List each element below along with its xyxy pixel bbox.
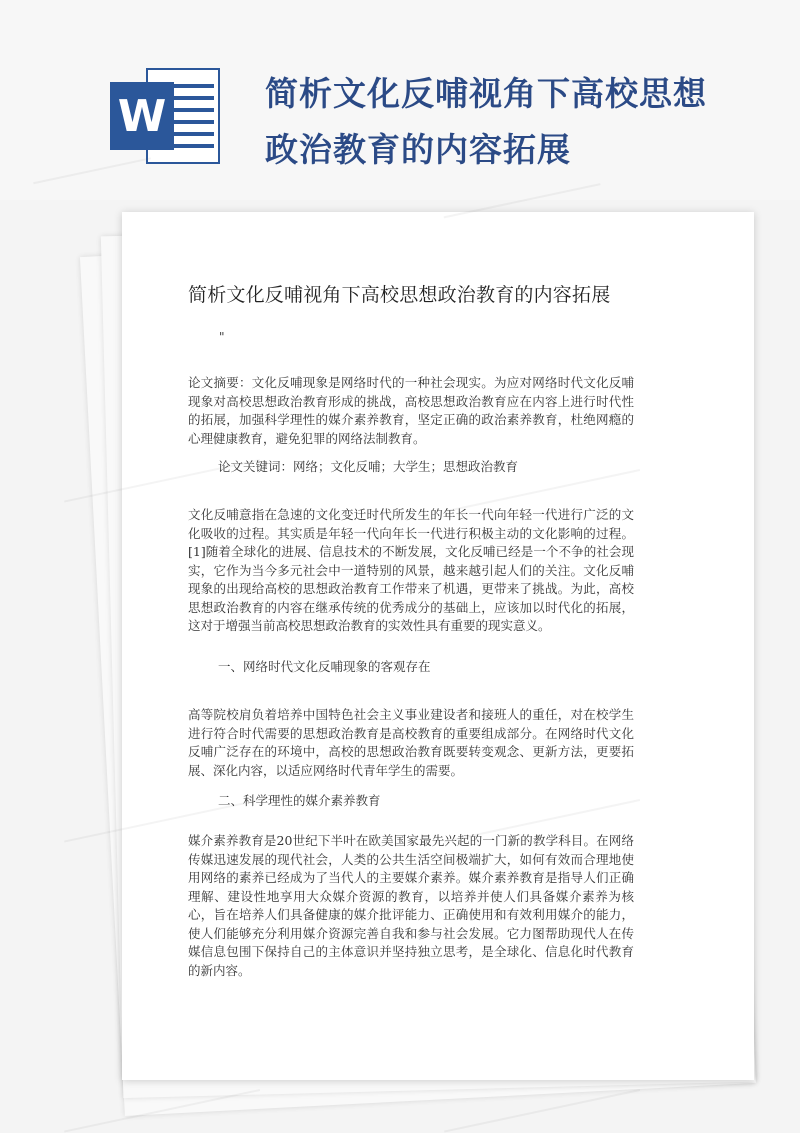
word-document-icon [110, 68, 220, 164]
body-paragraph-2: 高等院校肩负着培养中国特色社会主义事业建设者和接班人的重任，对在校学生进行符合时代需要的思想政治教育是高校教育的重要组成部分。在网络时代文化反哺广泛存在的环境中，高校的思想政治教育既要转变观念、更新方法，更要拓展、深化内容，以适应网络时代青年学生的需要。 [188, 707, 634, 778]
quote-mark: " [219, 330, 225, 344]
section-heading-2: 二、科学理性的媒介素养教育 [218, 793, 381, 808]
body-paragraph-1: 文化反哺意指在急速的文化变迁时代所发生的年长一代向年轻一代进行广泛的文化吸收的过程。其实质是年轻一代向年长一代进行积极主动的文化影响的过程。[1]随着全球化的进展、信息技术的不断发展，文化反哺已经是一个不争的社会现实，它作为当今多元社会中一道特别的风景，越来越引起人们的关注。文化反哺现象的出现给高校的思想政治教育工作带来了机遇，更带来了挑战。为此，高校思想政治教育的内容在继承传统的优秀成分的基础上，应该加以时代化的拓展，这对于增强当前高校思想政治教育的实效性具有重要的现实意义。 [188, 507, 634, 633]
section-heading-1: 一、网络时代文化反哺现象的客观存在 [218, 659, 431, 674]
word-letter-icon: W [110, 82, 174, 150]
body-paragraph-3: 媒介素养教育是20世纪下半叶在欧美国家最先兴起的一门新的教学科目。在网络传媒迅速发展的现代社会，人类的公共生活空间极端扩大，如何有效而合理地使用网络的素养已经成为了当代人的主要媒介素养。媒介素养教育是指导人们正确理解、建设性地享用大众媒介资源的教育，以培养并使人们具备媒介素养为核心，旨在培养人们具备健康的媒介批评能力、正确使用和有效利用媒介的能力，使人们能够充分利用媒介资源完善自我和参与社会发展。它力图帮助现代人在传媒信息包围下保持自己的主体意识并坚持独立思考，是全球化、信息化时代教育的新内容。 [188, 833, 634, 978]
banner-title-line1: 简析文化反哺视角下高校思想 [265, 74, 707, 113]
document-page [122, 212, 754, 1080]
header-banner [0, 0, 800, 200]
abstract-paragraph: 论文摘要：文化反哺现象是网络时代的一种社会现实。为应对网络时代文化反哺现象对高校思想政治教育形成的挑战，高校思想政治教育应在内容上进行时代性的拓展，加强科学理性的媒介素养教育，坚定正确的政治素养教育，杜绝网瘾的心理健康教育，避免犯罪的网络法制教育。 [188, 375, 634, 446]
banner-title-line2: 政治教育的内容拓展 [265, 130, 571, 169]
keywords-line: 论文关键词：网络；文化反哺；大学生；思想政治教育 [218, 459, 519, 474]
document-title: 简析文化反哺视角下高校思想政治教育的内容拓展 [188, 284, 611, 306]
banner-title [265, 66, 785, 178]
